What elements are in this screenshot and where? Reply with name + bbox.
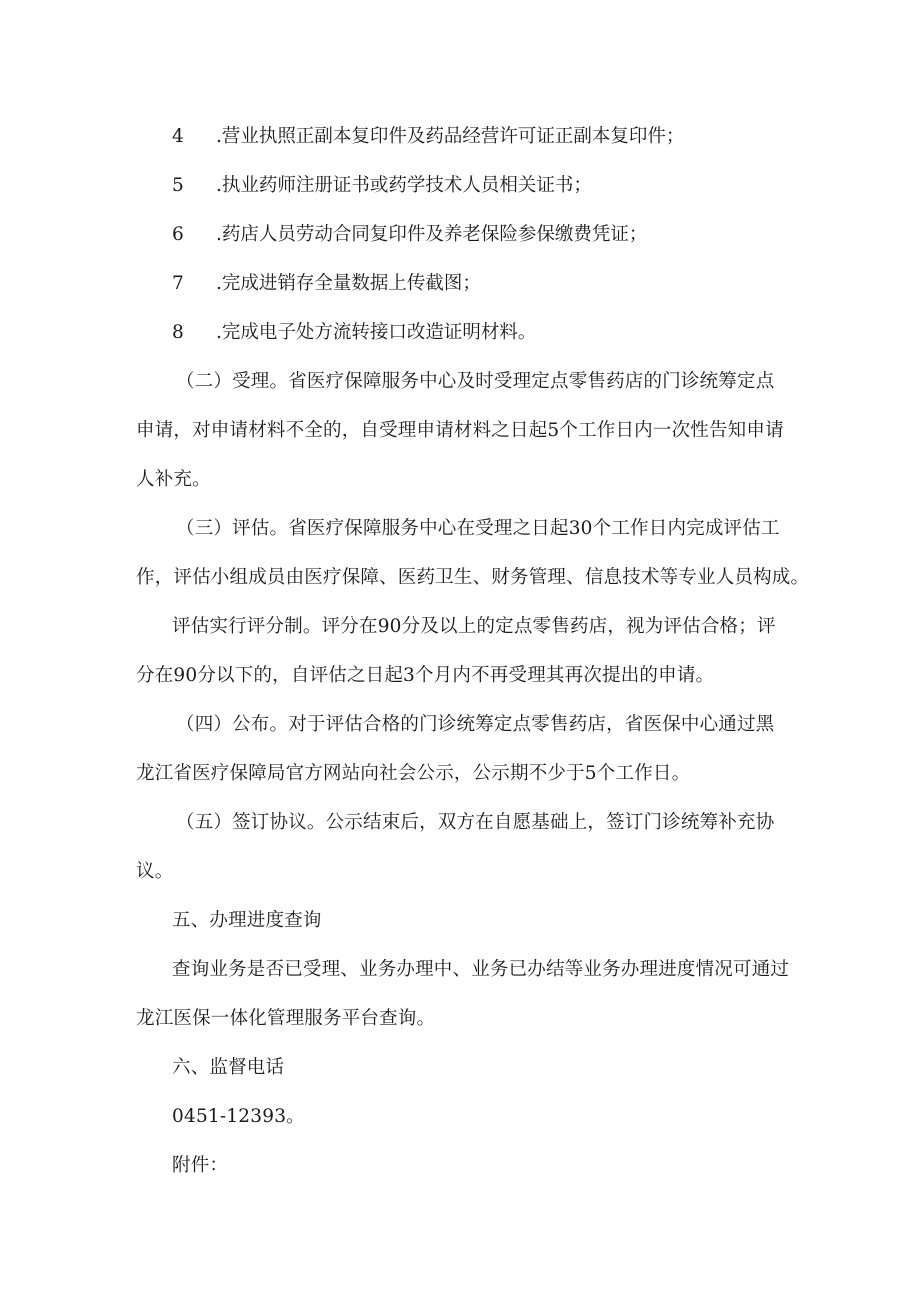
paragraph-line: 分在90分以下的，自评估之日起3个月内不再受理其再次提出的申请。 [136,665,715,686]
phone-number: 0451-12393。 [172,1106,305,1127]
list-text: .完成进销存全量数据上传截图； [216,273,481,294]
paragraph-line: 评估实行评分制。评分在90分及以上的定点零售药店，视为评估合格；评 [172,616,776,637]
list-text: .药店人员劳动合同复印件及养老保险参保缴费凭证； [216,224,648,245]
list-number: 6 [172,224,184,245]
list-text: .完成电子处方流转接口改造证明材料。 [216,322,537,343]
list-text: .营业执照正副本复印件及药品经营许可证正副本复印件； [216,126,685,147]
attachment-label: 附件： [172,1155,229,1176]
paragraph-line: （三）评估。省医疗保障服务中心在受理之日起30个工作日内完成评估工 [176,518,780,539]
list-number: 5 [172,175,184,196]
paragraph-line: （五）签订协议。公示结束后，双方在自愿基础上，签订门诊统筹补充协 [176,812,775,833]
list-number: 7 [172,273,184,294]
list-text: .执业药师注册证书或药学技术人员相关证书； [216,175,592,196]
paragraph-line: 人补充。 [136,469,211,490]
paragraph-line: 议。 [136,861,174,882]
paragraph-line: 龙江省医疗保障局官方网站向社会公示，公示期不少于5个工作日。 [136,763,691,784]
paragraph-line: （二）受理。省医疗保障服务中心及时受理定点零售药店的门诊统筹定点 [176,371,775,392]
section-heading-phone: 六、监督电话 [172,1057,285,1078]
list-number: 8 [172,322,184,343]
list-number: 4 [172,126,184,147]
section-heading-progress: 五、办理进度查询 [172,910,322,931]
paragraph-line: （四）公布。对于评估合格的门诊统筹定点零售药店，省医保中心通过黑 [176,714,775,735]
paragraph-line: 申请，对申请材料不全的，自受理申请材料之日起5个工作日内一次性告知申请 [136,420,784,441]
paragraph-line: 龙江医保一体化管理服务平台查询。 [136,1008,436,1029]
paragraph-line: 作，评估小组成员由医疗保障、医药卫生、财务管理、信息技术等专业人员构成。 [136,567,810,588]
paragraph-line: 查询业务是否已受理、业务办理中、业务已办结等业务办理进度情况可通过 [172,959,790,980]
